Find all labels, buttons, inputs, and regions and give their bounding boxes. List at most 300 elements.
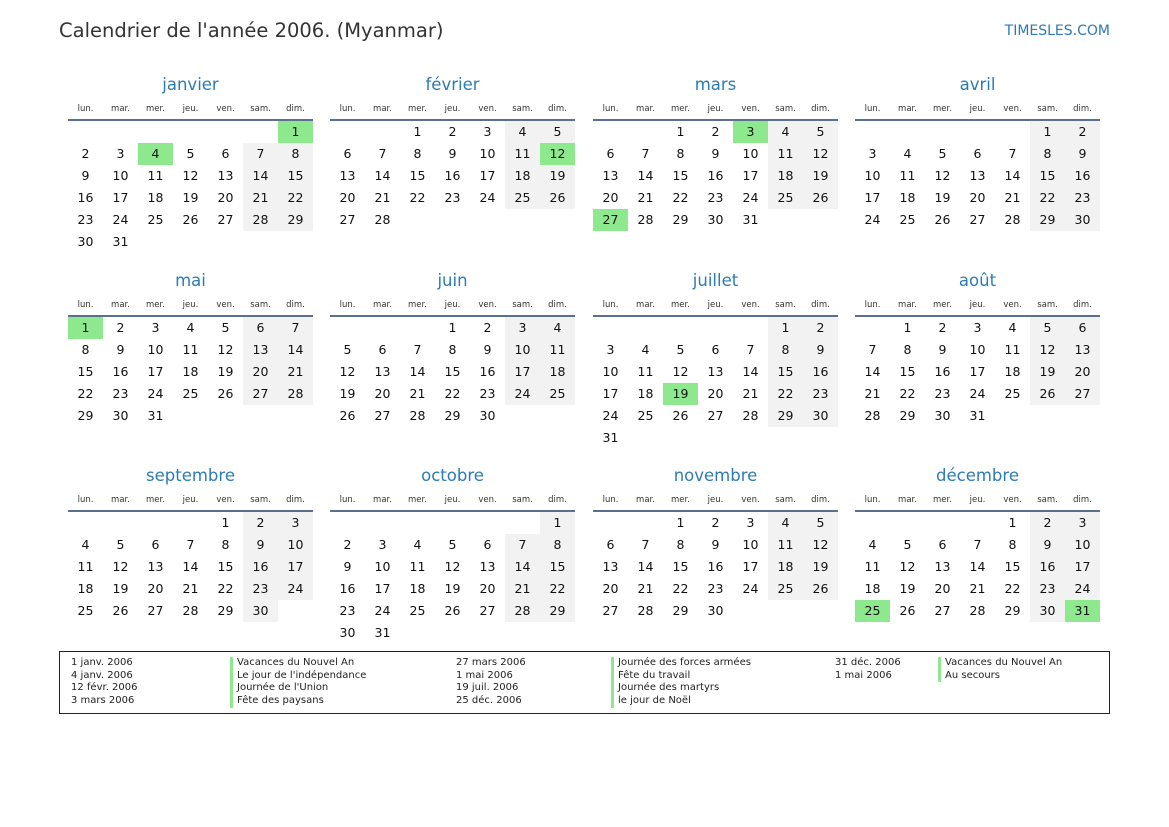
day-cell: 18 [182, 364, 199, 379]
empty-day-cell [173, 512, 208, 534]
day-cell: 10 [602, 364, 619, 379]
weekday-label: ven. [1003, 495, 1022, 505]
day-cell: 30 [339, 625, 356, 640]
month-block [330, 269, 575, 427]
day-cell: 9 [81, 168, 90, 183]
day-cell: 22 [672, 581, 689, 596]
day-cell: 2 [448, 124, 457, 139]
day-cell: 17 [602, 386, 619, 401]
day-cell: 26 [1030, 383, 1065, 405]
weekday-label: dim. [1073, 104, 1092, 114]
month-block [593, 269, 838, 449]
holiday-date: 12 févr. 2006 [71, 682, 138, 694]
day-cell: 23 [1065, 187, 1100, 209]
empty-day-cell [68, 121, 103, 143]
day-cell: 22 [409, 190, 426, 205]
day-cell: 14 [1004, 168, 1021, 183]
day-cell: 30 [1030, 600, 1065, 622]
day-cell: 21 [374, 190, 391, 205]
day-cell: 20 [969, 190, 986, 205]
day-cell: 1 [1030, 121, 1065, 143]
day-cell: 22 [672, 190, 689, 205]
day-cell: 5 [803, 512, 838, 534]
day-cell: 20 [707, 386, 724, 401]
empty-day-cell [435, 512, 470, 534]
day-cell: 13 [602, 168, 619, 183]
day-cell: 13 [602, 559, 619, 574]
day-cell: 21 [182, 581, 199, 596]
day-cell: 8 [903, 342, 912, 357]
empty-day-cell [628, 121, 663, 143]
day-cell: 3 [278, 512, 313, 534]
empty-day-cell [365, 317, 400, 339]
day-cell: 30 [243, 600, 278, 622]
day-cell: 8 [540, 534, 575, 556]
day-cell: 11 [540, 339, 575, 361]
day-cell: 3 [116, 146, 125, 161]
day-cell: 7 [243, 143, 278, 165]
site-link[interactable]: TIMESLES.COM [1004, 23, 1110, 39]
day-cell: 2 [116, 320, 125, 335]
day-cell: 2 [938, 320, 947, 335]
weekday-header [855, 488, 1100, 512]
day-cell: 5 [938, 146, 947, 161]
holiday-day-cell: 25 [855, 600, 890, 622]
day-cell: 12 [112, 559, 129, 574]
day-cell: 11 [637, 364, 654, 379]
day-cell: 28 [374, 212, 391, 227]
weekday-label: sam. [775, 495, 796, 505]
day-cell: 15 [672, 559, 689, 574]
weekday-label: jeu. [707, 495, 724, 505]
weekday-label: lun. [602, 495, 619, 505]
day-cell: 21 [864, 386, 881, 401]
day-cell: 9 [448, 146, 457, 161]
weekday-label: mar. [898, 104, 917, 114]
month-name: octobre [421, 466, 484, 485]
day-cell: 16 [479, 364, 496, 379]
day-cell: 22 [1030, 187, 1065, 209]
holiday-name: Vacances du Nouvel An [237, 657, 355, 668]
day-cell: 19 [182, 190, 199, 205]
empty-day-cell [103, 121, 138, 143]
day-cell: 25 [182, 386, 199, 401]
weekday-label: sam. [250, 495, 271, 505]
month-block [855, 73, 1100, 231]
day-cell: 27 [243, 383, 278, 405]
empty-day-cell [243, 121, 278, 143]
day-cell: 9 [483, 342, 492, 357]
day-cell: 31 [602, 430, 619, 445]
day-cell: 22 [540, 578, 575, 600]
day-cell: 4 [768, 512, 803, 534]
day-cell: 11 [768, 143, 803, 165]
day-cell: 16 [243, 556, 278, 578]
day-cell: 16 [803, 361, 838, 383]
month-name: novembre [673, 466, 758, 485]
day-cell: 14 [742, 364, 759, 379]
day-cell: 23 [934, 386, 951, 401]
month-block [330, 464, 575, 644]
day-cell: 4 [81, 537, 90, 552]
day-cell: 19 [803, 165, 838, 187]
empty-day-cell [400, 512, 435, 534]
day-cell: 30 [479, 408, 496, 423]
day-cell: 29 [672, 603, 689, 618]
day-cell: 14 [409, 364, 426, 379]
empty-day-cell [470, 512, 505, 534]
day-cell: 16 [1065, 165, 1100, 187]
day-cell: 9 [243, 534, 278, 556]
day-cell: 15 [1004, 559, 1021, 574]
day-cell: 8 [676, 537, 685, 552]
day-cell: 23 [1030, 578, 1065, 600]
day-cell: 10 [864, 168, 881, 183]
day-cell: 26 [339, 408, 356, 423]
weekday-label: ven. [478, 104, 497, 114]
day-cell: 14 [278, 339, 313, 361]
weekday-label: dim. [811, 104, 830, 114]
day-cell: 18 [77, 581, 94, 596]
day-cell: 13 [339, 168, 356, 183]
weekday-label: mer. [933, 104, 952, 114]
day-cell: 26 [182, 212, 199, 227]
day-cell: 23 [707, 190, 724, 205]
weekday-label: jeu. [969, 495, 986, 505]
day-cell: 24 [374, 603, 391, 618]
legend-dates-col-1 [71, 657, 138, 708]
day-cell: 20 [602, 190, 619, 205]
day-cell: 17 [147, 364, 164, 379]
weekday-label: jeu. [444, 104, 461, 114]
empty-day-cell [925, 512, 960, 534]
day-cell: 6 [606, 537, 615, 552]
day-cell: 16 [77, 190, 94, 205]
weekday-label: sam. [512, 104, 533, 114]
weekday-label: jeu. [707, 104, 724, 114]
weekday-label: dim. [548, 495, 567, 505]
weekday-header [593, 488, 838, 512]
day-cell: 6 [243, 317, 278, 339]
day-cell: 11 [77, 559, 94, 574]
day-cell: 6 [711, 342, 720, 357]
day-cell: 28 [505, 600, 540, 622]
day-cell: 10 [742, 537, 759, 552]
day-cell: 29 [672, 212, 689, 227]
day-cell: 20 [934, 581, 951, 596]
day-cell: 25 [1004, 386, 1021, 401]
day-cell: 17 [742, 559, 759, 574]
day-cell: 2 [711, 124, 720, 139]
empty-day-cell [330, 512, 365, 534]
day-cell: 13 [969, 168, 986, 183]
month-name: décembre [936, 466, 1019, 485]
day-cell: 12 [1030, 339, 1065, 361]
day-cell: 15 [672, 168, 689, 183]
day-cell: 8 [413, 146, 422, 161]
day-cell: 19 [899, 581, 916, 596]
day-cell: 28 [409, 408, 426, 423]
legend-dates-col-2 [456, 657, 526, 708]
day-cell: 19 [444, 581, 461, 596]
day-cell: 5 [540, 121, 575, 143]
holiday-day-cell: 19 [663, 383, 698, 405]
day-cell: 6 [221, 146, 230, 161]
weekday-label: lun. [339, 495, 356, 505]
empty-day-cell [890, 512, 925, 534]
day-cell: 20 [147, 581, 164, 596]
day-grid [855, 121, 1100, 231]
day-cell: 27 [374, 408, 391, 423]
month-name: mai [175, 271, 206, 290]
weekday-label: mar. [373, 495, 392, 505]
day-cell: 15 [1030, 165, 1065, 187]
day-cell: 12 [672, 364, 689, 379]
month-name: avril [959, 75, 996, 94]
weekday-header [330, 97, 575, 121]
day-cell: 25 [147, 212, 164, 227]
day-cell: 17 [864, 190, 881, 205]
weekday-label: sam. [1037, 104, 1058, 114]
day-cell: 13 [934, 559, 951, 574]
day-cell: 17 [278, 556, 313, 578]
weekday-label: lun. [602, 104, 619, 114]
month-name: février [425, 75, 480, 94]
weekday-label: jeu. [444, 300, 461, 310]
day-cell: 13 [374, 364, 391, 379]
weekday-label: mer. [146, 300, 165, 310]
day-cell: 23 [77, 212, 94, 227]
day-cell: 2 [803, 317, 838, 339]
empty-day-cell [365, 121, 400, 143]
day-cell: 31 [112, 234, 129, 249]
day-cell: 14 [182, 559, 199, 574]
day-cell: 26 [803, 187, 838, 209]
month-block [593, 73, 838, 231]
day-cell: 5 [186, 146, 195, 161]
weekday-label: mar. [373, 104, 392, 114]
day-cell: 8 [1030, 143, 1065, 165]
day-cell: 9 [343, 559, 352, 574]
weekday-label: mer. [933, 495, 952, 505]
day-cell: 5 [343, 342, 352, 357]
day-cell: 5 [221, 320, 230, 335]
day-cell: 15 [899, 364, 916, 379]
day-cell: 27 [479, 603, 496, 618]
empty-day-cell [733, 317, 768, 339]
day-cell: 6 [483, 537, 492, 552]
weekday-label: mar. [373, 300, 392, 310]
empty-day-cell [995, 121, 1030, 143]
day-grid [68, 512, 313, 622]
day-cell: 25 [768, 187, 803, 209]
weekday-label: mer. [408, 495, 427, 505]
empty-day-cell [330, 121, 365, 143]
day-cell: 7 [868, 342, 877, 357]
empty-day-cell [138, 121, 173, 143]
day-cell: 25 [899, 212, 916, 227]
day-cell: 14 [243, 165, 278, 187]
day-cell: 18 [864, 581, 881, 596]
legend-names-col-2 [611, 657, 751, 708]
day-cell: 2 [483, 320, 492, 335]
month-block [855, 269, 1100, 427]
weekday-label: dim. [811, 300, 830, 310]
weekday-label: lun. [864, 300, 881, 310]
day-cell: 14 [505, 556, 540, 578]
day-cell: 9 [1030, 534, 1065, 556]
day-cell: 12 [899, 559, 916, 574]
day-cell: 9 [938, 342, 947, 357]
day-cell: 5 [448, 537, 457, 552]
day-cell: 15 [217, 559, 234, 574]
empty-day-cell [960, 512, 995, 534]
day-cell: 24 [864, 212, 881, 227]
weekday-header [68, 293, 313, 317]
weekday-label: mar. [111, 495, 130, 505]
weekday-label: ven. [216, 495, 235, 505]
day-cell: 15 [77, 364, 94, 379]
day-cell: 24 [505, 383, 540, 405]
day-cell: 27 [707, 408, 724, 423]
weekday-label: jeu. [182, 104, 199, 114]
weekday-label: dim. [548, 300, 567, 310]
day-cell: 9 [1065, 143, 1100, 165]
day-cell: 23 [479, 386, 496, 401]
day-cell: 13 [243, 339, 278, 361]
weekday-label: ven. [478, 300, 497, 310]
day-grid [330, 121, 575, 231]
holiday-name: Fête du travail [618, 669, 691, 681]
empty-day-cell [593, 317, 628, 339]
day-cell: 24 [602, 408, 619, 423]
weekday-label: dim. [1073, 495, 1092, 505]
holiday-name: le jour de Noël [618, 695, 691, 707]
day-cell: 28 [1004, 212, 1021, 227]
month-block [68, 269, 313, 427]
day-cell: 14 [374, 168, 391, 183]
day-cell: 21 [243, 187, 278, 209]
weekday-label: ven. [1003, 300, 1022, 310]
day-cell: 11 [147, 168, 164, 183]
month-name: août [958, 271, 997, 290]
weekday-label: lun. [864, 104, 881, 114]
day-cell: 18 [1004, 364, 1021, 379]
day-cell: 2 [711, 515, 720, 530]
weekday-label: ven. [741, 300, 760, 310]
weekday-header [330, 488, 575, 512]
weekday-label: lun. [864, 495, 881, 505]
empty-day-cell [890, 121, 925, 143]
legend-names-col-1 [230, 657, 366, 708]
weekday-label: jeu. [182, 300, 199, 310]
weekday-label: ven. [741, 495, 760, 505]
day-cell: 3 [746, 515, 755, 530]
day-cell: 5 [676, 342, 685, 357]
empty-day-cell [103, 512, 138, 534]
day-cell: 7 [505, 534, 540, 556]
day-cell: 14 [637, 168, 654, 183]
day-cell: 8 [221, 537, 230, 552]
day-cell: 17 [742, 168, 759, 183]
day-cell: 15 [409, 168, 426, 183]
empty-day-cell [330, 317, 365, 339]
day-cell: 23 [444, 190, 461, 205]
day-cell: 25 [409, 603, 426, 618]
day-cell: 1 [540, 512, 575, 534]
day-cell: 4 [186, 320, 195, 335]
day-cell: 7 [746, 342, 755, 357]
day-cell: 16 [444, 168, 461, 183]
weekday-label: ven. [216, 300, 235, 310]
holiday-day-cell: 1 [68, 317, 103, 339]
weekday-label: sam. [1037, 300, 1058, 310]
month-name: septembre [146, 466, 235, 485]
day-cell: 8 [448, 342, 457, 357]
day-cell: 27 [147, 603, 164, 618]
weekday-label: dim. [286, 104, 305, 114]
day-cell: 3 [868, 146, 877, 161]
month-name: mars [694, 75, 737, 94]
day-cell: 25 [540, 383, 575, 405]
weekday-label: dim. [286, 300, 305, 310]
holiday-date: 1 mai 2006 [456, 669, 513, 681]
weekday-label: mar. [898, 495, 917, 505]
day-cell: 7 [378, 146, 387, 161]
holiday-date: 4 janv. 2006 [71, 669, 133, 681]
empty-day-cell [505, 512, 540, 534]
day-cell: 19 [934, 190, 951, 205]
day-cell: 5 [803, 121, 838, 143]
empty-day-cell [628, 512, 663, 534]
empty-day-cell [663, 317, 698, 339]
weekday-header [855, 293, 1100, 317]
day-cell: 11 [768, 534, 803, 556]
day-cell: 20 [339, 190, 356, 205]
day-cell: 25 [768, 578, 803, 600]
weekday-label: lun. [77, 104, 94, 114]
day-cell: 17 [112, 190, 129, 205]
day-cell: 13 [147, 559, 164, 574]
day-cell: 12 [803, 534, 838, 556]
day-cell: 5 [116, 537, 125, 552]
day-cell: 30 [707, 212, 724, 227]
day-cell: 30 [77, 234, 94, 249]
weekday-label: jeu. [182, 495, 199, 505]
day-cell: 22 [217, 581, 234, 596]
day-cell: 28 [243, 209, 278, 231]
day-cell: 1 [221, 515, 230, 530]
day-cell: 25 [505, 187, 540, 209]
day-cell: 7 [278, 317, 313, 339]
day-cell: 24 [742, 581, 759, 596]
day-grid [593, 512, 838, 622]
month-block [68, 73, 313, 253]
day-cell: 10 [1065, 534, 1100, 556]
holiday-day-cell: 4 [138, 143, 173, 165]
weekday-label: sam. [250, 104, 271, 114]
day-cell: 10 [742, 146, 759, 161]
day-cell: 6 [938, 537, 947, 552]
day-cell: 28 [637, 603, 654, 618]
day-cell: 6 [606, 146, 615, 161]
weekday-label: dim. [811, 495, 830, 505]
day-cell: 29 [1030, 209, 1065, 231]
month-name: juin [437, 271, 468, 290]
day-cell: 22 [77, 386, 94, 401]
day-cell: 28 [637, 212, 654, 227]
day-cell: 21 [637, 581, 654, 596]
